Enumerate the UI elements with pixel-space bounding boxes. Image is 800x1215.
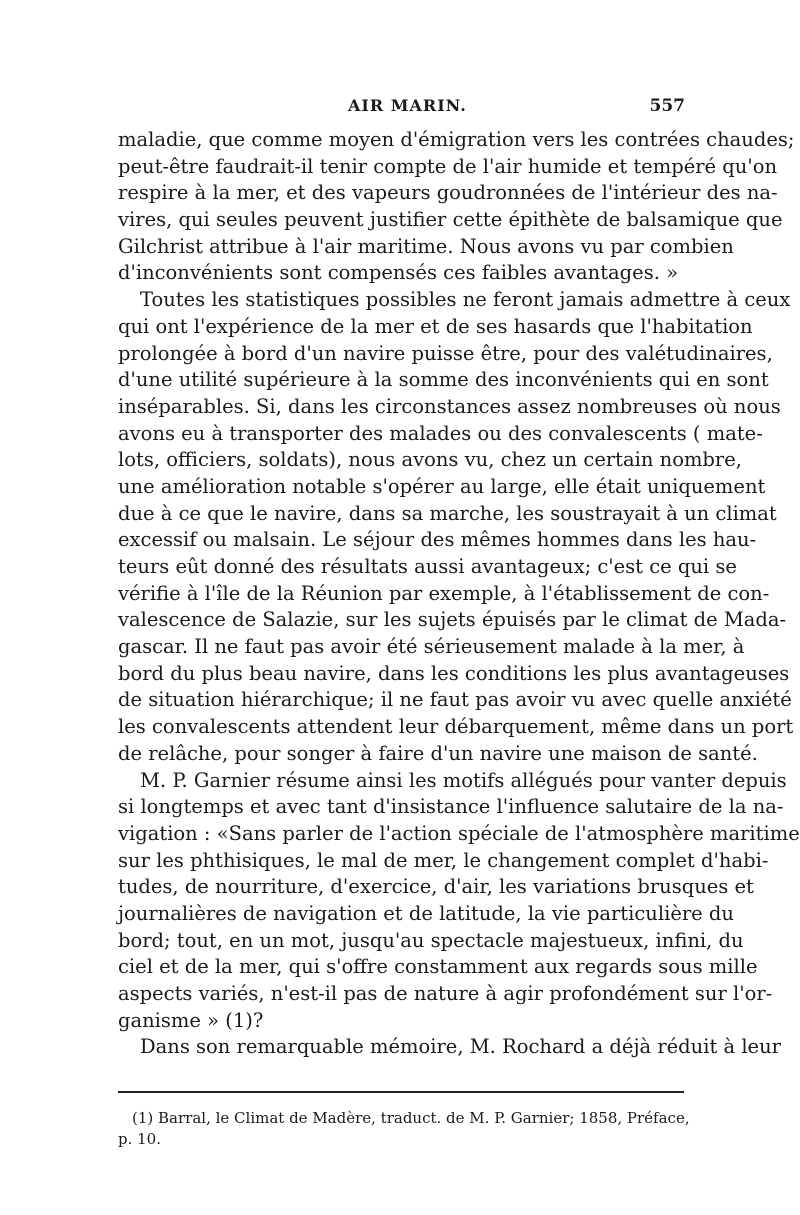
text-line: sur les phthisiques, le mal de mer, le changement complet d'habi- [118, 848, 769, 872]
text-line: Dans son remarquable mémoire, M. Rochard a déjà réduit à leur [140, 1035, 781, 1059]
text-line: excessif ou malsain. Le séjour des mêmes hommes dans les hau- [118, 528, 757, 552]
text-line: les convalescents attendent leur débarquement, même dans un port [118, 715, 794, 739]
text-line: avons eu à transporter des malades ou des convalescents ( mate- [118, 421, 763, 445]
text-line: ciel et de la mer, qui s'offre constamment aux regards sous mille [118, 955, 758, 979]
text-line: aspects variés, n'est-il pas de nature à agir profondément sur l'or- [118, 982, 773, 1005]
body-text [118, 127, 800, 1061]
text-line: vigation : «Sans parler de l'action spéciale de l'atmosphère maritime [118, 821, 800, 845]
footnotes [118, 1108, 690, 1150]
text-line: d'une utilité supérieure à la somme des inconvénients qui en sont [118, 368, 769, 392]
text-line: tudes, de nourriture, d'exercice, d'air, les variations brusques et [118, 875, 754, 899]
text-line: ganisme » (1)? [118, 1008, 264, 1032]
text-line: inséparables. Si, dans les circonstances assez nombreuses où nous [118, 394, 781, 418]
text-line: bord du plus beau navire, dans les conditions les plus avantageuses [118, 661, 790, 685]
footnote-separator-rule [118, 1091, 684, 1093]
text-line: vérifie à l'île de la Réunion par exemple, à l'établissement de con- [118, 581, 770, 605]
text-line: journalières de navigation et de latitude, la vie particulière du [118, 901, 734, 925]
text-line: de situation hiérarchique; il ne faut pas avoir vu avec quelle anxiété [118, 688, 792, 712]
text-line: Toutes les statistiques possibles ne feront jamais admettre à ceux [140, 288, 791, 312]
footnote-line: (1) Barral, le Climat de Madère, traduct. de M. P. Garnier; 1858, Préface, [132, 1109, 690, 1127]
running-title: AIR MARIN. [348, 96, 467, 115]
text-line: lots, officiers, soldats), nous avons vu, chez un certain nombre, [118, 448, 742, 472]
text-line: due à ce que le navire, dans sa marche, les soustrayait à un climat [118, 501, 777, 525]
text-line: vires, qui seules peuvent justifier cette épithète de balsamique que [118, 208, 783, 232]
text-line: peut-être faudrait-il tenir compte de l'air humide et tempéré qu'on [118, 154, 778, 178]
text-line: de relâche, pour songer à faire d'un navire une maison de santé. [118, 741, 758, 765]
text-line: respire à la mer, et des vapeurs goudronnées de l'intérieur des na- [118, 181, 778, 205]
text-line: teurs eût donné des résultats aussi avantageux; c'est ce qui se [118, 555, 737, 578]
text-line: valescence de Salazie, sur les sujets épuisés par le climat de Mada- [118, 608, 787, 632]
text-line: gascar. Il ne faut pas avoir été sérieusement malade à la mer, à [118, 635, 745, 659]
text-line: qui ont l'expérience de la mer et de ses hasards que l'habitation [118, 314, 753, 338]
text-line: d'inconvénients sont compensés ces faibles avantages. » [118, 261, 679, 285]
page-header [120, 96, 685, 120]
text-line: Gilchrist attribue à l'air maritime. Nous avons vu par combien [118, 234, 734, 258]
text-line: bord; tout, en un mot, jusqu'au spectacle majestueux, infini, du [118, 928, 744, 952]
footnote-line: p. 10. [118, 1130, 161, 1148]
text-line: M. P. Garnier résume ainsi les motifs allégués pour vanter depuis [140, 768, 787, 792]
page-number: 557 [649, 96, 685, 116]
text-line: une amélioration notable s'opérer au large, elle était uniquement [118, 474, 766, 498]
text-line: si longtemps et avec tant d'insistance l'influence salutaire de la na- [118, 795, 784, 819]
text-line: prolongée à bord d'un navire puisse être, pour des valétudinaires, [118, 341, 773, 365]
text-line: maladie, que comme moyen d'émigration vers les contrées chaudes; [118, 128, 795, 151]
